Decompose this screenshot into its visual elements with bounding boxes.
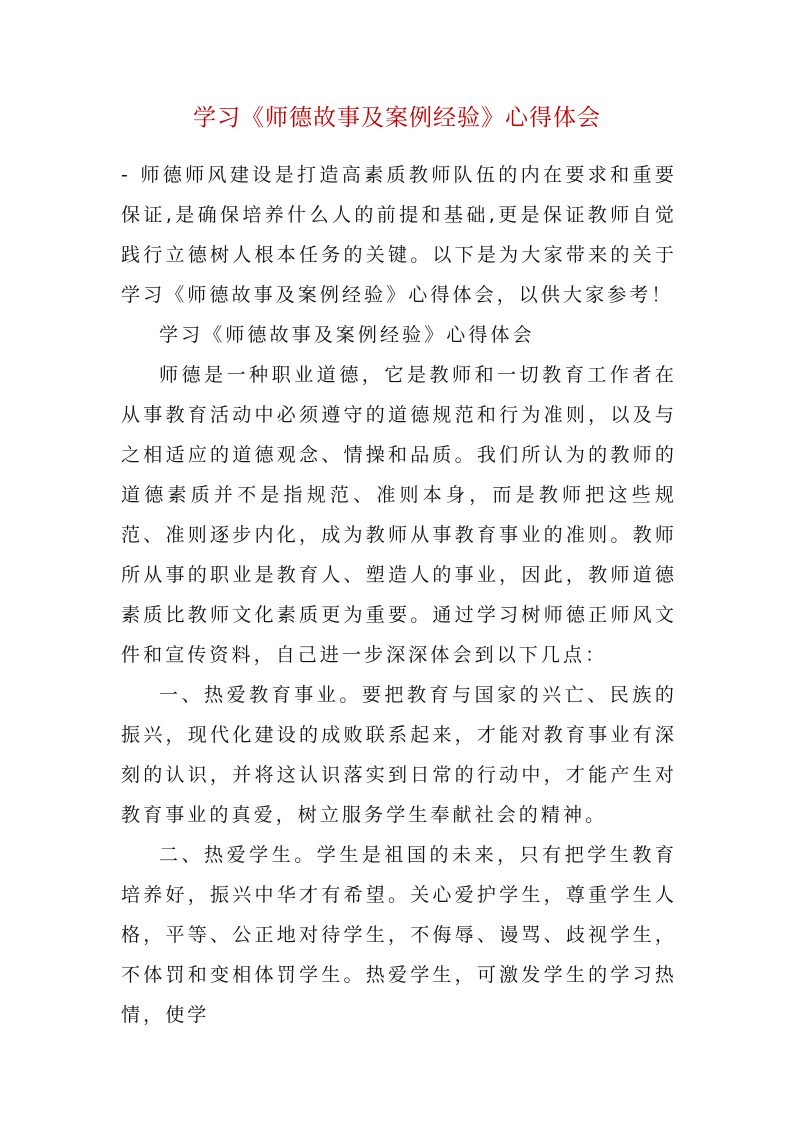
document-body — [121, 155, 677, 1035]
paragraph-intro: - 师德师风建设是打造高素质教师队伍的内在要求和重要保证,是确保培养什么人的前提和基础,更是保证教师自觉践行立德树人根本任务的关键。以下是为大家带来的关于学习《师德故事及案例经验》心得体会，以供大家参考！ — [121, 164, 677, 306]
document-title: 学习《师德故事及案例经验》心得体会 — [193, 105, 601, 131]
paragraph-definition: 师德是一种职业道德，它是教师和一切教育工作者在从事教育活动中必须遵守的道德规范和行为准则，以及与之相适应的道德观念、情操和品质。我们所认为的教师的道德素质并不是指规范、准则本身，而是教师把这些规范、准则逐步内化，成为教师从事教育事业的准则。教师所从事的职业是教育人、塑造人的事业，因此，教师道德素质比教师文化素质更为重要。通过学习树师德正师风文件和宣传资料，自己进一步深深体会到以下几点： — [121, 364, 677, 666]
paragraph-point-one: 一、热爱教育事业。要把教育与国家的兴亡、民族的振兴，现代化建设的成败联系起来，才能对教育事业有深刻的认识，并将这认识落实到日常的行动中，才能产生对教育事业的真爱，树立服务学生奉献社会的精神。 — [121, 684, 677, 826]
paragraph-subtitle: 学习《师德故事及案例经验》心得体会 — [159, 324, 535, 346]
paragraph-point-two: 二、热爱学生。学生是祖国的未来，只有把学生教育培养好，振兴中华才有希望。关心爱护学生，尊重学生人格，平等、公正地对待学生，不侮辱、谩骂、歧视学生，不体罚和变相体罚学生。热爱学生，可激发学生的学习热情，使学 — [121, 844, 677, 1026]
